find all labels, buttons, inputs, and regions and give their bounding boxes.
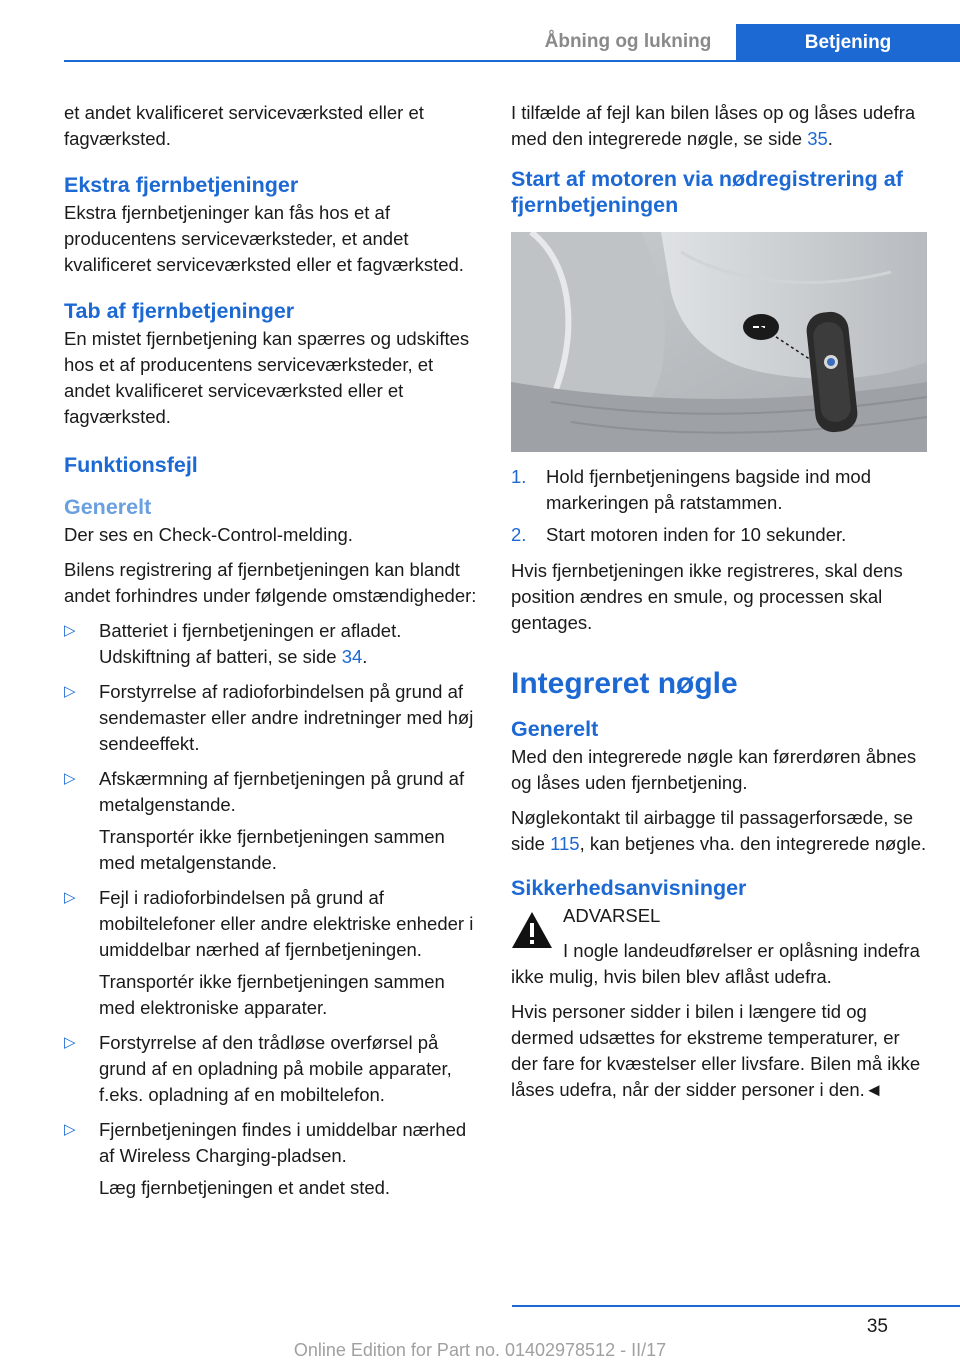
footer-rule [512, 1305, 960, 1307]
warning-text: I nogle landeudførelser er oplåsning indefra ikke mulig, hvis bilen blev aflåst udefra. [511, 940, 920, 987]
integrated-key-paragraph: Med den integrerede nøgle kan førerdøren åbnes og låses uden fjernbetjening. [511, 746, 917, 793]
list-item: 2. Start motoren inden for 10 sekunder. [511, 524, 847, 545]
warning-triangle-icon [511, 911, 553, 949]
header-section-tab[interactable]: Åbning og lukning [544, 31, 712, 52]
fault-paragraph: I tilfælde af fejl kan bilen låses op og låses udefra med den integrerede nøgle, se side 35. [511, 102, 916, 149]
list-item: ▷ Fjernbetjeningen findes i umiddelbar nærhed af Wireless Charging-pladsen. Læg fjernbetjeningen et andet sted. [64, 1119, 467, 1198]
warning-block [511, 903, 931, 990]
triangle-bullet-icon: ▷ [64, 889, 76, 906]
heading-integrated-key: Integreret nøgle [511, 667, 738, 700]
steering-column-key-illustration [511, 232, 927, 452]
triangle-bullet-icon: ▷ [64, 622, 76, 639]
list-item: ▷ Forstyrrelse af den trådløse overførsel på grund af en opladning på mobile apparater, f.eks. opladning af en mobiltelefon. [64, 1032, 452, 1105]
triangle-bullet-icon: ▷ [64, 770, 76, 787]
malfunction-list [64, 618, 484, 1201]
list-item: ▷ Forstyrrelse af radioforbindelsen på grund af sendemaster eller andre indretninger med høj sendeeffekt. [64, 681, 474, 754]
emergency-start-steps [511, 464, 931, 548]
heading-general: Generelt [64, 495, 152, 519]
edition-footer: Online Edition for Part no. 01402978512 - II/17 [293, 1340, 667, 1360]
page-link-115[interactable]: 115 [550, 833, 580, 854]
heading-malfunction: Funktionsfejl [64, 453, 198, 477]
page-link-34[interactable]: 34 [341, 646, 363, 667]
check-control-paragraph: Der ses en Check-Control-melding. [64, 524, 353, 545]
page-link-35[interactable]: 35 [807, 128, 828, 149]
heading-emergency-start: Start af motoren via nødregistrering af fjernbetjeningen [511, 167, 903, 217]
extra-remotes-paragraph: Ekstra fjernbetjeninger kan fås hos et af producentens serviceværksteder, et andet kvalificeret serviceværksted eller et fagværksted. [64, 202, 464, 275]
page-number: 35 [866, 1316, 888, 1337]
intro-paragraph: et andet kvalificeret serviceværksted eller et fagværksted. [64, 102, 424, 149]
heading-extra-remotes: Ekstra fjernbetjeninger [64, 173, 299, 197]
header-chapter-tab[interactable]: Betjening [736, 24, 960, 62]
heading-general-key: Generelt [511, 717, 599, 741]
registration-paragraph: Bilens registrering af fjernbetjeningen kan blandt andet forhindres under følgende omstændigheder: [64, 559, 477, 606]
list-item: 1. Hold fjernbetjeningens bagside ind mod markeringen på ratstammen. [511, 466, 871, 513]
triangle-bullet-icon: ▷ [64, 1034, 76, 1051]
not-registered-paragraph: Hvis fjernbetjeningen ikke registreres, skal dens position ændres en smule, og processen skal gentages. [511, 560, 903, 633]
heading-safety: Sikkerhedsanvisninger [511, 876, 747, 900]
airbag-key-paragraph: Nøglekontakt til airbagge til passagerforsæde, se side 115, kan betjenes vha. den integrerede nøgle. [511, 807, 927, 854]
triangle-bullet-icon: ▷ [64, 683, 76, 700]
warning-title: ADVARSEL [563, 905, 661, 926]
left-column [64, 100, 484, 1210]
list-item: ▷ Batteriet i fjernbetjeningen er afladet. Udskiftning af batteri, se side 34. [64, 620, 402, 667]
right-column [511, 100, 931, 1112]
lost-remotes-paragraph: En mistet fjernbetjening kan spærres og udskiftes hos et af producentens serviceværksteder, et andet kvalificeret serviceværksted eller et fagværksted. [64, 328, 470, 427]
triangle-bullet-icon: ▷ [64, 1121, 76, 1138]
list-item: ▷ Fejl i radioforbindelsen på grund af mobiltelefoner eller andre elektriske enheder i umiddelbar nærhed af fjernbetjeningen. Transportér ikke fjernbetjeningen sammen med elektroniske apparater. [64, 887, 474, 1018]
persons-paragraph: Hvis personer sidder i bilen i længere tid og dermed udsættes for ekstreme temperaturer, er der fare for kvæstelser eller livsfare. Bilen må ikke låses udefra, når der sidder personer i den.◄ [511, 1001, 921, 1100]
list-item: ▷ Afskærmning af fjernbetjeningen på grund af metalgenstande. Transportér ikke fjernbetjeningen sammen med metalgenstande. [64, 768, 465, 873]
heading-lost-remotes: Tab af fjernbetjeninger [64, 299, 295, 323]
